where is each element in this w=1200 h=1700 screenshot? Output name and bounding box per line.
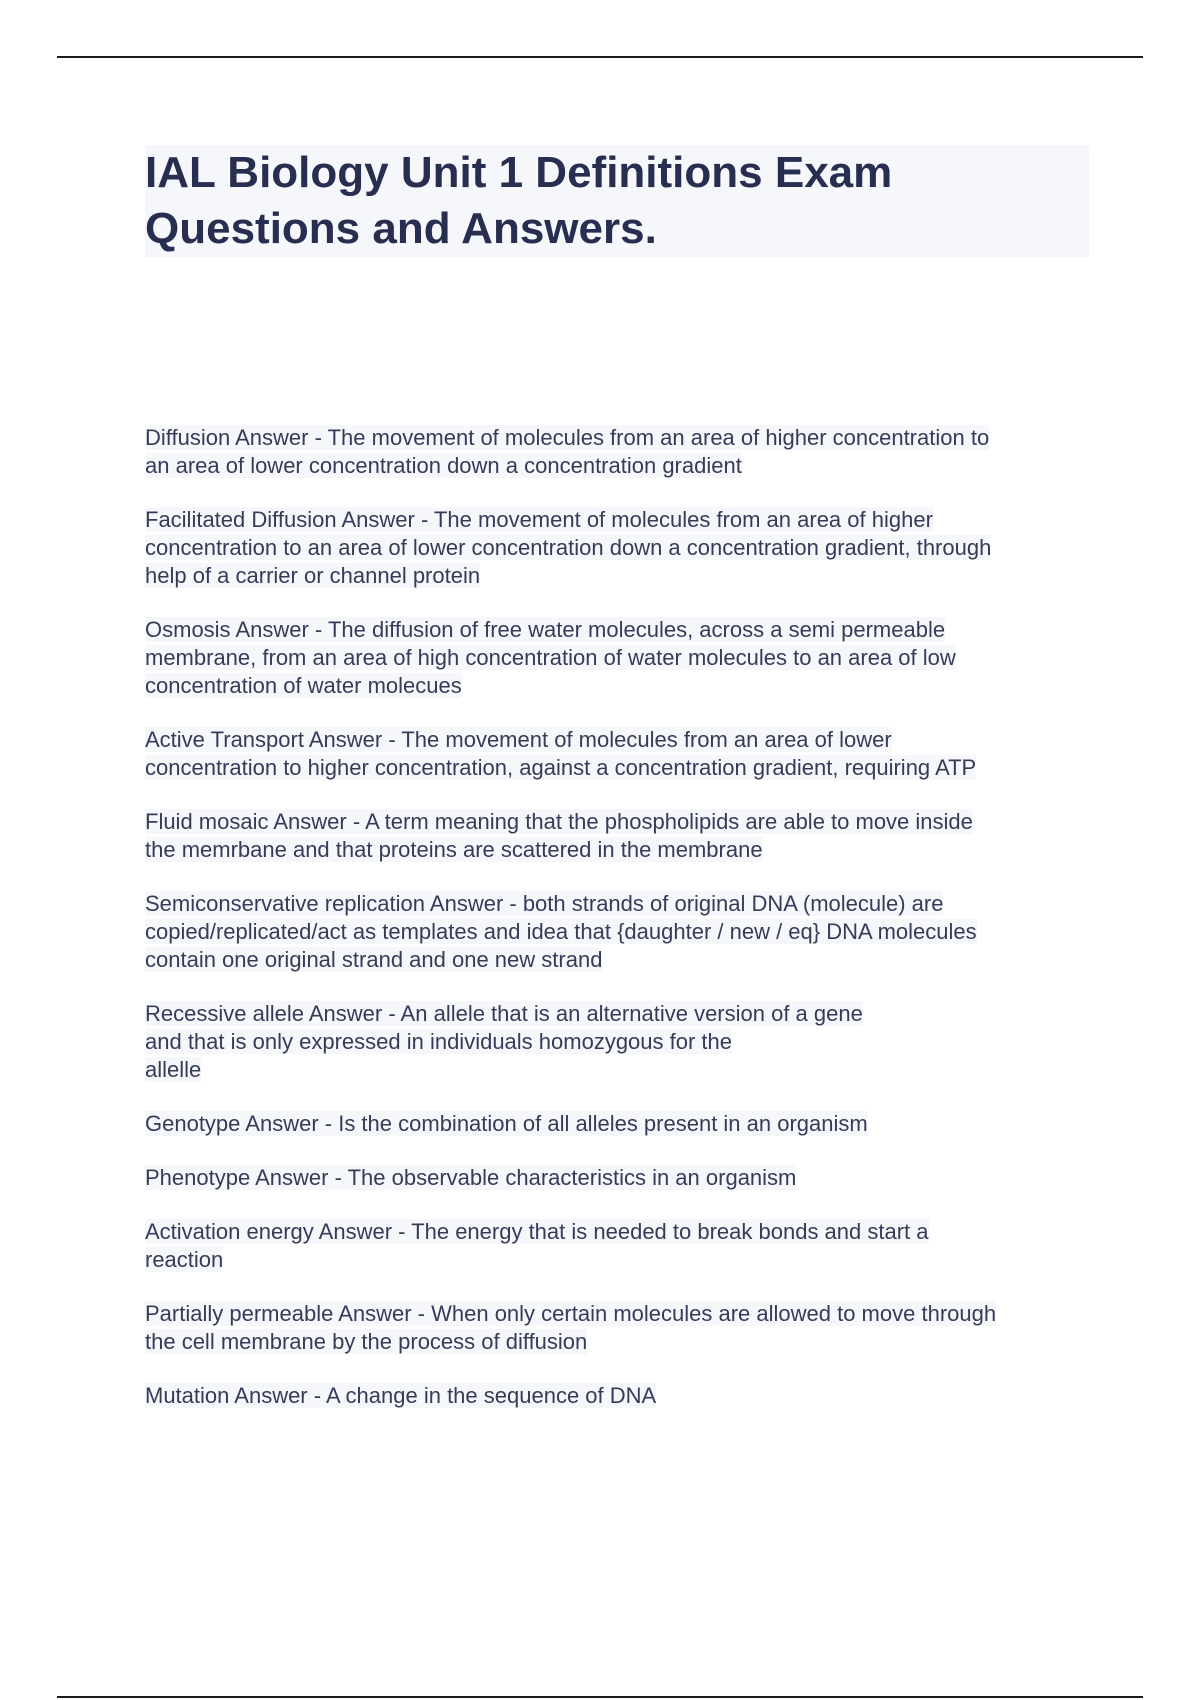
definition-item-osmosis [145, 616, 1090, 700]
bottom-divider [57, 1696, 1143, 1698]
definition-list [145, 424, 1090, 1436]
definition-line: contain one original strand and one new strand [145, 947, 603, 972]
definition-item-active-transport [145, 726, 1090, 782]
definition-line: Partially permeable Answer - When only certain molecules are allowed to move through [145, 1301, 997, 1326]
top-divider [57, 56, 1143, 58]
definition-line: allelle [145, 1057, 202, 1082]
definition-item-genotype [145, 1110, 1090, 1138]
definition-line: help of a carrier or channel protein [145, 563, 481, 588]
page-title-line-2: Questions and Answers. [145, 204, 657, 253]
definition-line: the memrbane and that proteins are scattered in the membrane [145, 837, 763, 862]
definition-line: concentration to an area of lower concentration down a concentration gradient, through [145, 535, 992, 560]
definition-line: Mutation Answer - A change in the sequence of DNA [145, 1383, 657, 1408]
definition-line: concentration to higher concentration, against a concentration gradient, requiring ATP [145, 755, 977, 780]
definition-line: Active Transport Answer - The movement of molecules from an area of lower [145, 727, 892, 752]
definition-line: the cell membrane by the process of diffusion [145, 1329, 588, 1354]
definition-item-phenotype [145, 1164, 1090, 1192]
definition-line: Semiconservative replication Answer - both strands of original DNA (molecule) are [145, 891, 944, 916]
definition-line: copied/replicated/act as templates and idea that {daughter / new / eq} DNA molecules [145, 919, 977, 944]
definition-item-partially-permeable [145, 1300, 1090, 1356]
definition-line: Activation energy Answer - The energy that is needed to break bonds and start a [145, 1219, 929, 1244]
definition-line: Osmosis Answer - The diffusion of free water molecules, across a semi permeable [145, 617, 946, 642]
definition-item-diffusion [145, 424, 1090, 480]
definition-item-activation-energy [145, 1218, 1090, 1274]
definition-line: Fluid mosaic Answer - A term meaning that the phospholipids are able to move inside [145, 809, 973, 834]
definition-line: an area of lower concentration down a concentration gradient [145, 453, 742, 478]
definition-item-fluid-mosaic [145, 808, 1090, 864]
definition-line: membrane, from an area of high concentration of water molecules to an area of low [145, 645, 956, 670]
definition-line: Recessive allele Answer - An allele that is an alternative version of a gene [145, 1001, 863, 1026]
definition-item-semiconservative-replication [145, 890, 1090, 974]
definition-line: Genotype Answer - Is the combination of all alleles present in an organism [145, 1111, 868, 1136]
definition-item-facilitated-diffusion [145, 506, 1090, 590]
page-title [145, 145, 1089, 257]
page-title-line-1: IAL Biology Unit 1 Definitions Exam [145, 148, 893, 197]
definition-line: Phenotype Answer - The observable characteristics in an organism [145, 1165, 797, 1190]
definition-line: Facilitated Diffusion Answer - The movement of molecules from an area of higher [145, 507, 933, 532]
definition-line: Diffusion Answer - The movement of molecules from an area of higher concentration to [145, 425, 990, 450]
definition-line: reaction [145, 1247, 224, 1272]
definition-item-mutation [145, 1382, 1090, 1410]
definition-item-recessive-allele [145, 1000, 1090, 1084]
definition-line: and that is only expressed in individuals homozygous for the [145, 1029, 733, 1054]
title-block [145, 145, 1089, 257]
definition-line: concentration of water molecues [145, 673, 462, 698]
